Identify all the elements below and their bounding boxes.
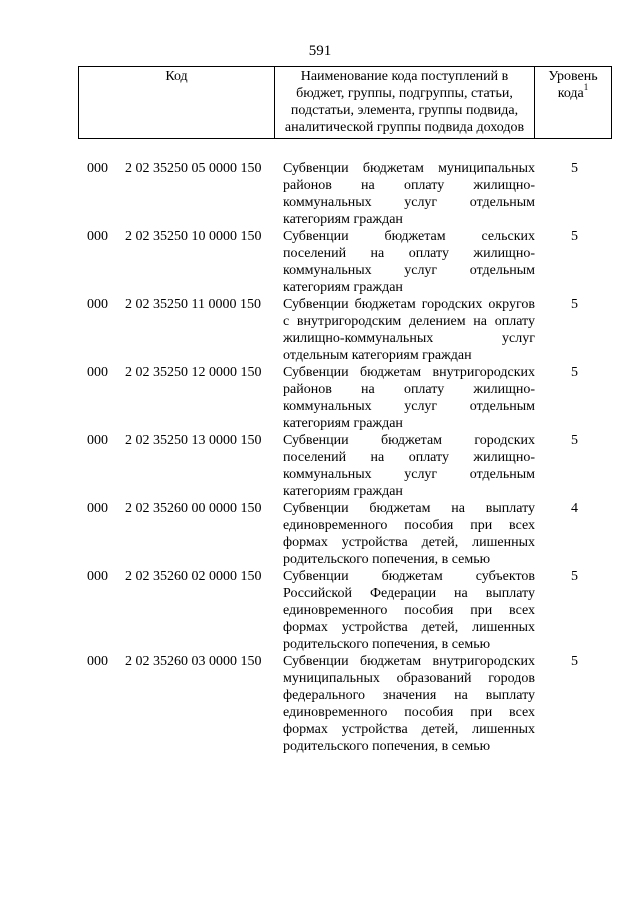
header-level-cell <box>535 67 612 139</box>
header-name-cell <box>275 67 535 139</box>
row-admin-code: 000 <box>87 365 108 380</box>
row-level: 5 <box>571 161 578 176</box>
row-classification-code: 2 02 35250 10 0000 150 <box>125 229 262 244</box>
row-name: Субвенции бюджетам городских поселений на оплату жилищно-коммунальных услуг отдельным категориям граждан <box>283 433 535 499</box>
page-number: 591 <box>308 43 332 59</box>
row-level: 4 <box>571 501 578 516</box>
header-code-label: Код <box>165 69 188 84</box>
row-name: Субвенции бюджетам на выплату единовременного пособия при всех формах устройства детей, лишенных родительского попечения, в семью <box>283 501 535 567</box>
row-admin-code: 000 <box>87 161 108 176</box>
row-classification-code: 2 02 35260 03 0000 150 <box>125 654 262 669</box>
row-name: Субвенции бюджетам внутригородских муниципальных образований городов федерального значения на выплату единовременного пособия при всех формах устройства детей, лишенных родительского попечения, в семью <box>283 654 535 754</box>
row-admin-code: 000 <box>87 297 108 312</box>
row-admin-code: 000 <box>87 501 108 516</box>
row-name: Субвенции бюджетам внутригородских районов на оплату жилищно-коммунальных услуг отдельным категориям граждан <box>283 365 535 431</box>
row-admin-code: 000 <box>87 433 108 448</box>
table-row <box>0 296 640 364</box>
row-admin-code: 000 <box>87 654 108 669</box>
row-classification-code: 2 02 35250 12 0000 150 <box>125 365 262 380</box>
row-admin-code: 000 <box>87 229 108 244</box>
header-level-label: Уровень кода <box>548 69 598 101</box>
table-row <box>0 160 640 228</box>
header-name-label: Наименование кода поступлений в бюджет, группы, подгруппы, статьи, подстатьи, элемента, группы подвида, аналитической группы подвида доходов <box>284 69 525 135</box>
table-row <box>0 432 640 500</box>
row-name: Субвенции бюджетам муниципальных районов на оплату жилищно-коммунальных услуг отдельным категориям граждан <box>283 161 535 227</box>
row-level: 5 <box>571 654 578 669</box>
row-classification-code: 2 02 35250 13 0000 150 <box>125 433 262 448</box>
row-classification-code: 2 02 35260 02 0000 150 <box>125 569 262 584</box>
table-row <box>0 568 640 653</box>
table-row <box>0 500 640 568</box>
row-name: Субвенции бюджетам городских округов с внутригородским делением на оплату жилищно-коммунальных услуг отдельным категориям граждан <box>283 297 535 363</box>
row-level: 5 <box>571 365 578 380</box>
header-level-wrap <box>535 67 611 102</box>
table-header <box>78 66 612 139</box>
row-classification-code: 2 02 35250 11 0000 150 <box>125 297 261 312</box>
table-body <box>0 160 640 755</box>
table-row <box>0 653 640 755</box>
row-classification-code: 2 02 35260 00 0000 150 <box>125 501 262 516</box>
row-level: 5 <box>571 569 578 584</box>
row-level: 5 <box>571 229 578 244</box>
table-row <box>0 364 640 432</box>
row-classification-code: 2 02 35250 05 0000 150 <box>125 161 262 176</box>
row-name: Субвенции бюджетам сельских поселений на оплату жилищно-коммунальных услуг отдельным категориям граждан <box>283 229 535 295</box>
table-row <box>0 228 640 296</box>
header-code-cell <box>79 67 275 139</box>
row-name: Субвенции бюджетам субъектов Российской Федерации на выплату единовременного пособия при всех формах устройства детей, лишенных родительского попечения, в семью <box>283 569 535 652</box>
row-level: 5 <box>571 297 578 312</box>
header-level-footnote: 1 <box>583 82 589 93</box>
row-admin-code: 000 <box>87 569 108 584</box>
row-level: 5 <box>571 433 578 448</box>
